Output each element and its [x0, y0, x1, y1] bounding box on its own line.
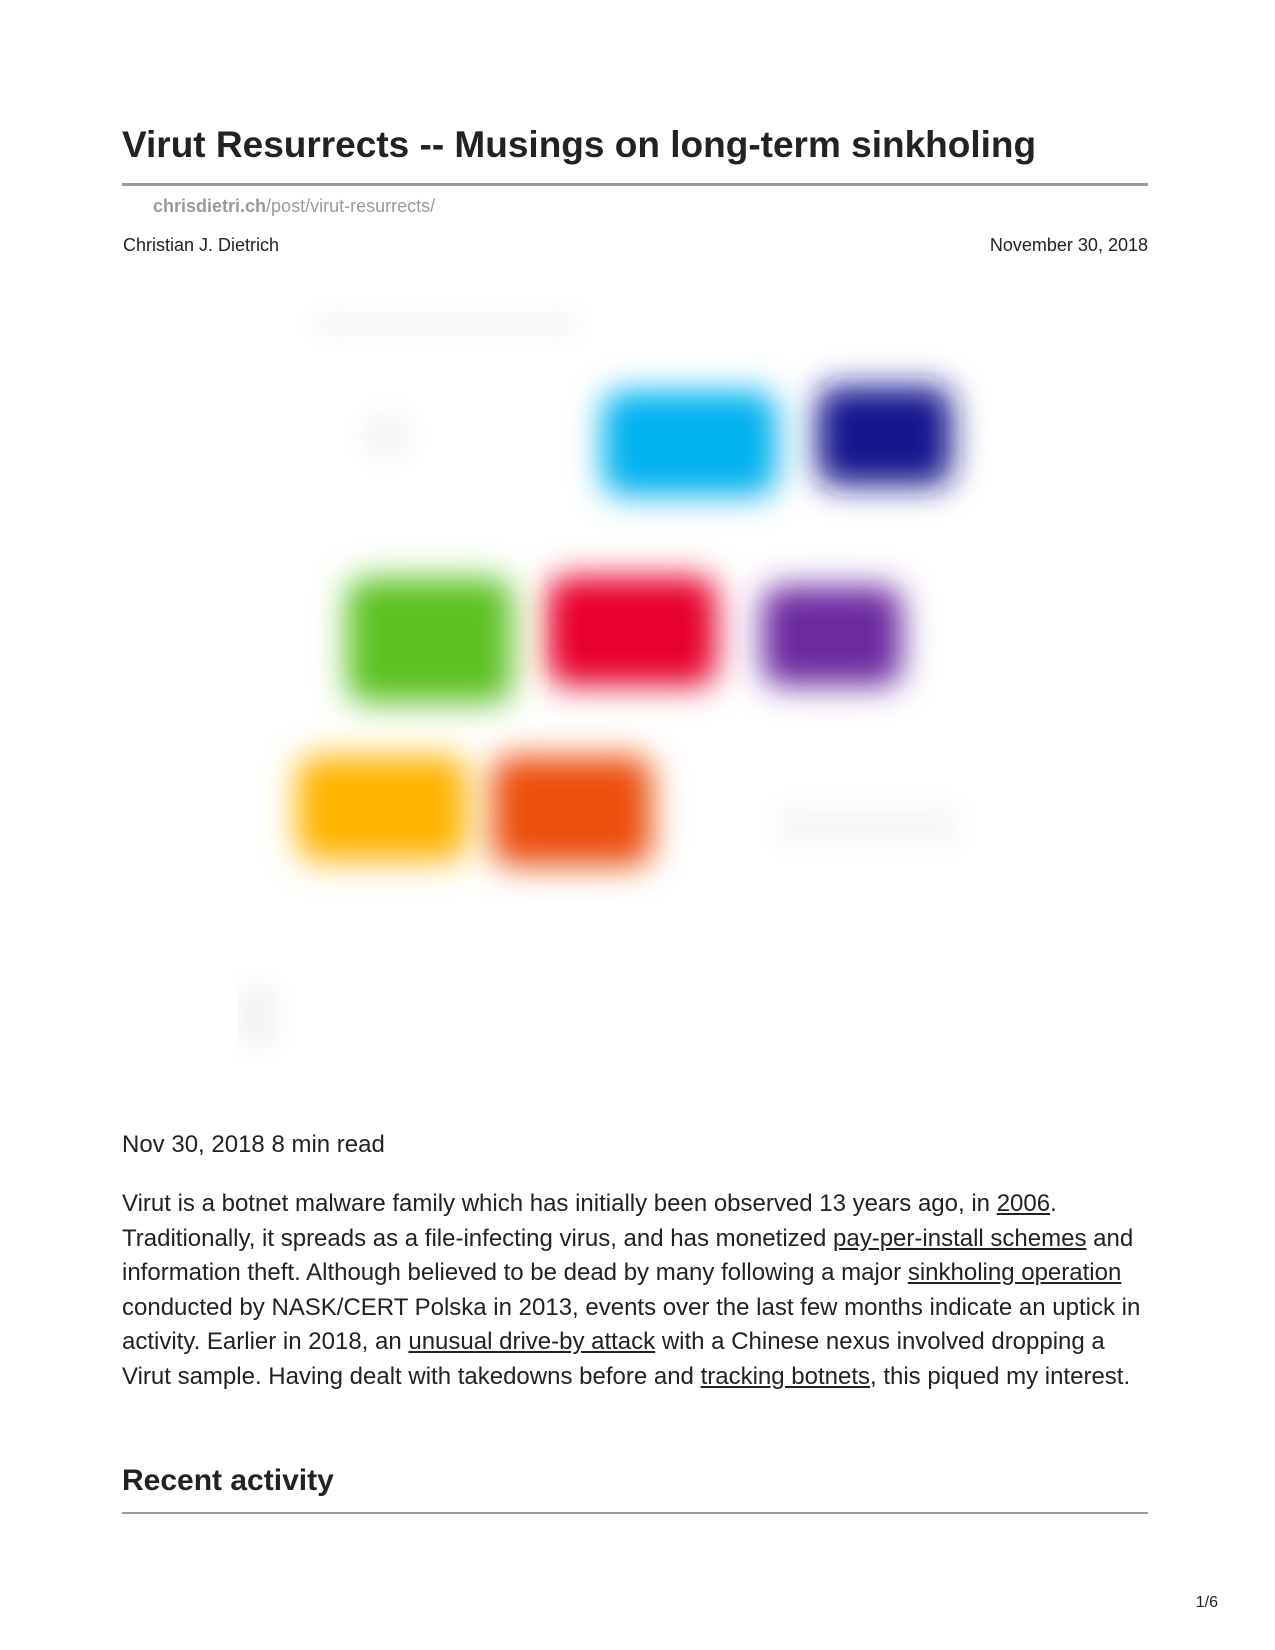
red-block — [547, 576, 717, 686]
author-name: Christian J. Dietrich — [123, 235, 280, 255]
para-text-5: with a Chinese nexus involved dropping a Virut sample. Having dealt with takedowns before and — [122, 1328, 1105, 1390]
link-drive-by-attack[interactable]: unusual drive-by attack — [408, 1328, 656, 1355]
orange-block — [492, 756, 652, 866]
read-info: Nov 30, 2018 8 min read — [122, 1131, 385, 1158]
link-2006[interactable]: 2006 — [996, 1190, 1051, 1217]
section-divider — [122, 1512, 1148, 1514]
publish-date: November 30, 2018 — [989, 235, 1148, 255]
hero-image — [237, 286, 1037, 1086]
blurred-blocks-graphic — [237, 286, 1037, 1086]
link-tracking-botnets[interactable]: tracking botnets — [700, 1362, 870, 1390]
para-text-2: . Traditionally, it spreads as a file-infecting virus, and has monetized — [122, 1190, 1057, 1252]
page-number: 1/6 — [1195, 1594, 1218, 1611]
purple-block — [762, 586, 902, 686]
source-path: /post/virut-resurrects/ — [266, 196, 436, 216]
intro-paragraph — [122, 1187, 1148, 1394]
para-text-3: and information theft. Although believed to be dead by many following a major — [122, 1224, 1134, 1286]
article-title: Virut Resurrects -- Musings on long-term sinkholing — [122, 124, 1037, 165]
green-block — [347, 578, 512, 703]
link-sinkholing-operation[interactable]: sinkholing operation — [907, 1259, 1122, 1286]
section-heading: Recent activity — [122, 1464, 334, 1497]
source-domain: chrisdietri.ch — [153, 196, 267, 216]
navy-block — [817, 386, 952, 486]
title-divider — [122, 183, 1148, 186]
source-url[interactable] — [153, 196, 435, 217]
blue-block — [602, 391, 777, 496]
link-pay-per-install[interactable]: pay-per-install schemes — [833, 1224, 1087, 1252]
para-text-6: , this piqued my interest. — [870, 1362, 1131, 1390]
para-text-4: conducted by NASK/CERT Polska in 2013, events over the last few months indicate an uptick in activity. Earlier in 2018, an — [122, 1293, 1141, 1355]
yellow-block — [297, 756, 467, 861]
para-text-1: Virut is a botnet malware family which has initially been observed 13 years ago, in — [122, 1190, 997, 1217]
